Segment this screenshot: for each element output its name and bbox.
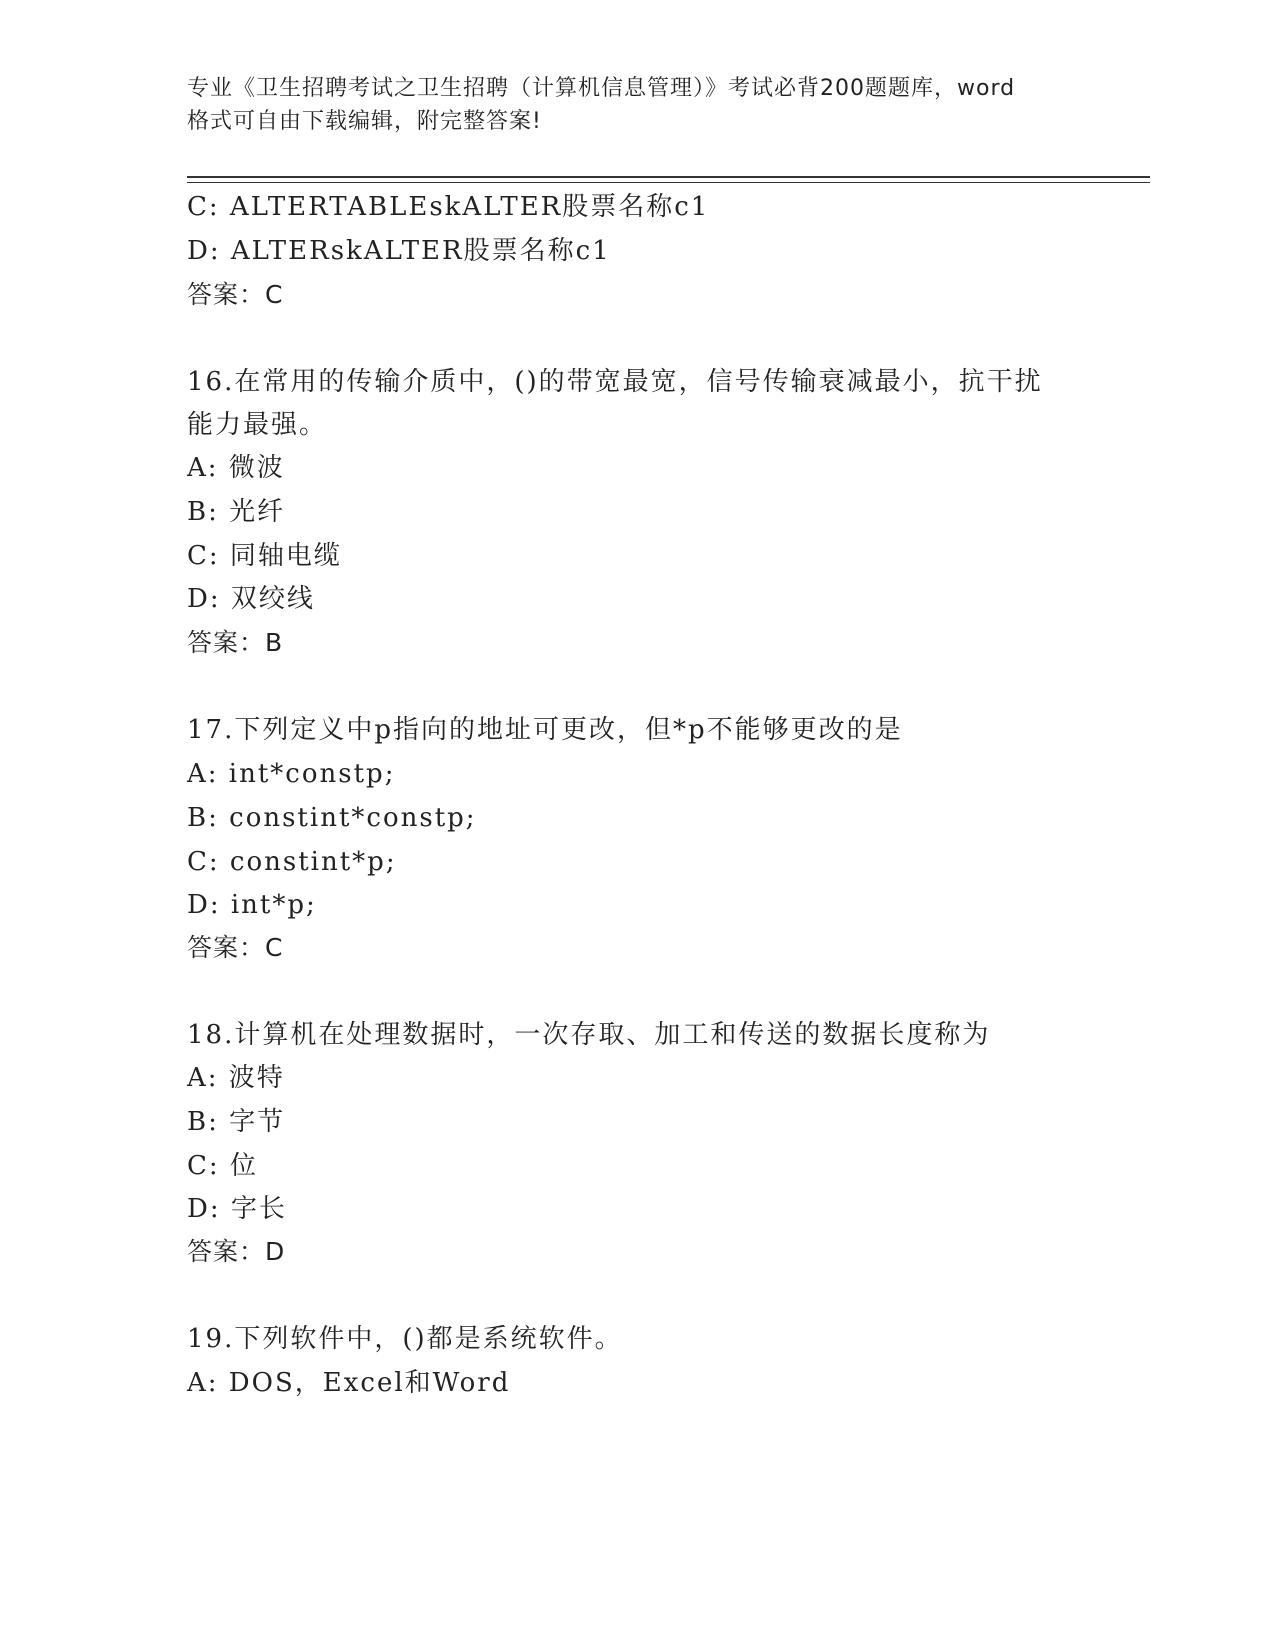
option-d: D: ALTERskALTER股票名称c1 xyxy=(187,236,611,266)
header-line-1: 专业《卫生招聘考试之卫生招聘（计算机信息管理）》考试必背200题题库，word xyxy=(187,76,1016,101)
answer-line: 答案：C xyxy=(187,933,284,962)
question-stem: 能力最强。 xyxy=(187,410,328,440)
option-a: A: 波特 xyxy=(187,1063,285,1093)
question-stem: 16.在常用的传输介质中，()的带宽最宽，信号传输衰减最小，抗干扰 xyxy=(187,367,1043,397)
answer-line: 答案：D xyxy=(187,1237,286,1266)
answer-line: 答案：B xyxy=(187,628,284,657)
question-stem: 18.计算机在处理数据时，一次存取、加工和传送的数据长度称为 xyxy=(187,1020,991,1050)
option-b: B: 光纤 xyxy=(187,497,286,527)
option-b: B: constint*constp; xyxy=(187,803,477,833)
option-d: D: 字长 xyxy=(187,1194,287,1224)
option-c: C: 同轴电缆 xyxy=(187,541,342,571)
option-a: A: DOS，Excel和Word xyxy=(187,1368,511,1398)
answer-line: 答案：C xyxy=(187,280,284,309)
question-stem: 19.下列软件中，()都是系统软件。 xyxy=(187,1324,623,1354)
document-header xyxy=(187,72,1087,138)
header-rule-thin xyxy=(187,182,1150,183)
option-c: C: constint*p; xyxy=(187,847,397,877)
option-d: D: 双绞线 xyxy=(187,584,315,614)
option-c: C: 位 xyxy=(187,1151,258,1181)
option-c: C: ALTERTABLEskALTER股票名称c1 xyxy=(187,192,710,222)
option-d: D: int*p; xyxy=(187,890,317,920)
header-rule-thick xyxy=(187,176,1150,178)
option-a: A: int*constp; xyxy=(187,759,396,789)
option-a: A: 微波 xyxy=(187,453,285,483)
header-line-2: 格式可自由下载编辑，附完整答案! xyxy=(187,109,542,134)
option-b: B: 字节 xyxy=(187,1107,286,1137)
question-stem: 17.下列定义中p指向的地址可更改，但*p不能够更改的是 xyxy=(187,715,903,745)
